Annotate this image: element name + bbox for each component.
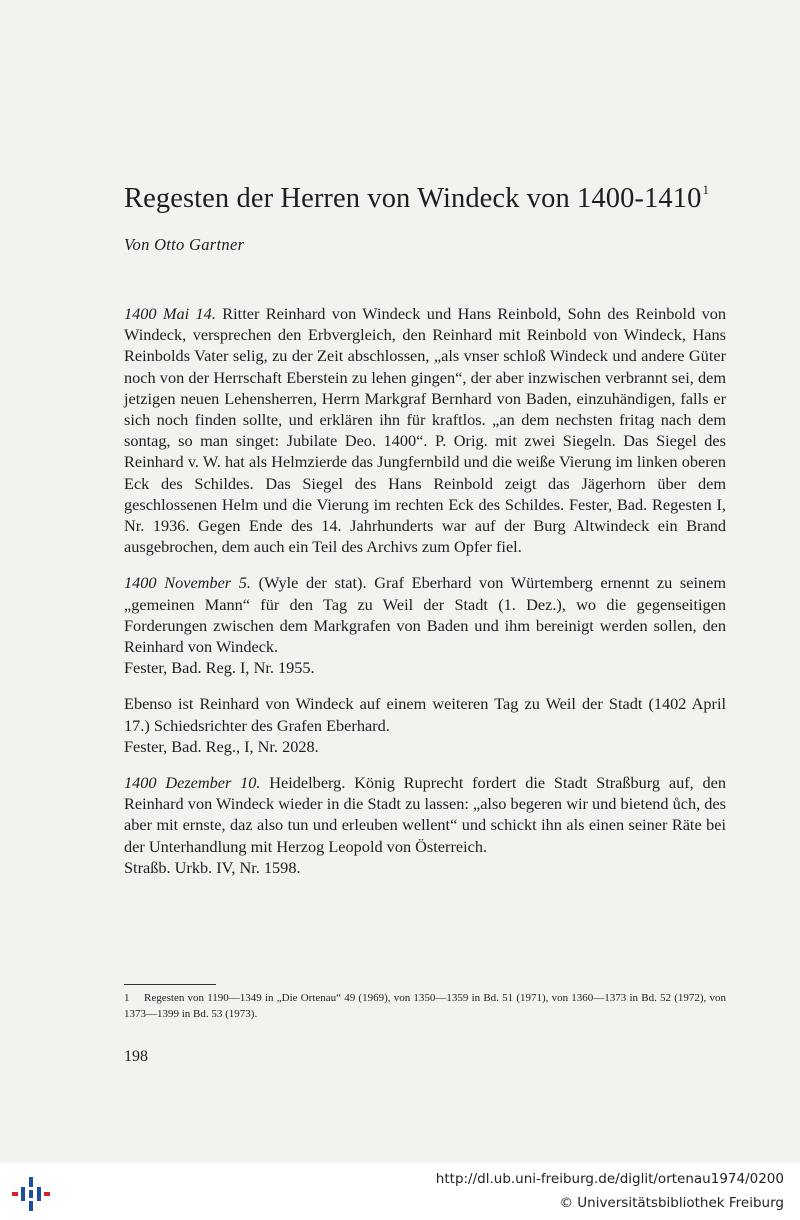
- regest-paragraph: [124, 572, 726, 657]
- regesten-body: [124, 303, 726, 893]
- footnote-divider: [124, 984, 216, 985]
- page-number: 198: [124, 1048, 148, 1065]
- copyright-notice: © Universitätsbibliothek Freiburg: [559, 1195, 784, 1211]
- regest-paragraph: [124, 693, 726, 735]
- regest-entry: [124, 303, 726, 557]
- regest-text: Ebenso ist Reinhard von Windeck auf einem weiteren Tag zu Weil der Stadt (1402 April 17.) Schiedsrichter des Grafen Eberhard.: [124, 694, 726, 735]
- library-banner: [0, 1163, 800, 1220]
- regest-entry: [124, 572, 726, 678]
- ub-freiburg-logo-icon: [10, 1173, 52, 1215]
- regest-paragraph: [124, 772, 726, 857]
- regest-paragraph: [124, 303, 726, 557]
- page-title: [124, 183, 709, 215]
- regest-source-ref: Fester, Bad. Reg. I, Nr. 1955.: [124, 658, 315, 678]
- regest-text: Heidelberg. König Ruprecht fordert die Stadt Straßburg auf, den Reinhard von Windeck wieder in die Stadt zu lassen: „also begeren wir und bietend ůch, des aber mit ernste, daz also tun und erleuben wellent“ und schickt ihn als einen seiner Räte bei der Unterhandlung mit Herzog Leopold von Österreich.: [124, 773, 727, 856]
- title-footnote-mark: 1: [702, 181, 710, 197]
- regest-date: 1400 Dezember 10.: [124, 773, 261, 793]
- regest-entry: [124, 772, 726, 878]
- regest-source-ref: Fester, Bad. Reg., I, Nr. 2028.: [124, 736, 319, 756]
- footnote: [124, 990, 726, 1022]
- footnote-number: 1: [124, 992, 130, 1004]
- regest-date: 1400 November 5.: [124, 573, 251, 593]
- document-url-link[interactable]: http://dl.ub.uni-freiburg.de/diglit/ortenau1974/0200: [435, 1171, 784, 1187]
- regest-date: 1400 Mai 14.: [124, 304, 216, 323]
- regest-text: (Wyle der stat). Graf Eberhard von Würtemberg ernennt zu seinem „gemeinen Mann“ für den Tag zu Weil der Stadt (1. Dez.), wo die gegenseitigen Forderungen zwischen dem Markgrafen von Baden und ihm bereinigt werden sollen, den Reinhard von Windeck.: [124, 573, 727, 657]
- title-text: Regesten der Herren von Windeck von 1400-1410: [124, 183, 702, 214]
- author-line: Von Otto Gartner: [124, 235, 245, 254]
- regest-text: Ritter Reinhard von Windeck und Hans Reinbold, Sohn des Reinbold von Windeck, versprechen den Erbvergleich, den Reinhard mit Reinbold von Windeck, Hans Reinbolds Vater selig, zu der Zeit abschlossen, „als vnser schloß Windeck und andere Güter noch von der Herrschaft Eberstein zu lehen gingen“, der aber inzwischen verbrannt sei, dem jetzigen neuen Lehensherren, Herrn Markgraf Bernhard von Baden, einzuhändigen, falls er sich noch finden sollte, und erklären ihn für kraftlos. „an dem nechsten fritag nach dem sontag, so man singet: Jubilate Deo. 1400“. P. Orig. mit zwei Siegeln. Das Siegel des Reinhard v. W. hat als Helmzierde das Jungfernbild und die weiße Vierung im linken oberen Eck des Schildes. Das Siegel des Hans Reinbold zeigt das Jägerhorn über dem geschlossenen Helm und die Vierung im rechten Eck des Schildes. Fester, Bad. Regesten I, Nr. 1936. Gegen Ende des 14. Jahrhunderts war auf der Burg Altwindeck ein Brand ausgebrochen, dem auch ein Teil des Archivs zum Opfer fiel.: [124, 304, 727, 557]
- regest-entry: [124, 693, 726, 757]
- regest-source-ref: Straßb. Urkb. IV, Nr. 1598.: [124, 857, 301, 877]
- footnote-text: Regesten von 1190—1349 in „Die Ortenau“ 49 (1969), von 1350—1359 in Bd. 51 (1971), von 1360—1373 in Bd. 52 (1972), von 1373—1399 in Bd. 53 (1973).: [124, 992, 726, 1020]
